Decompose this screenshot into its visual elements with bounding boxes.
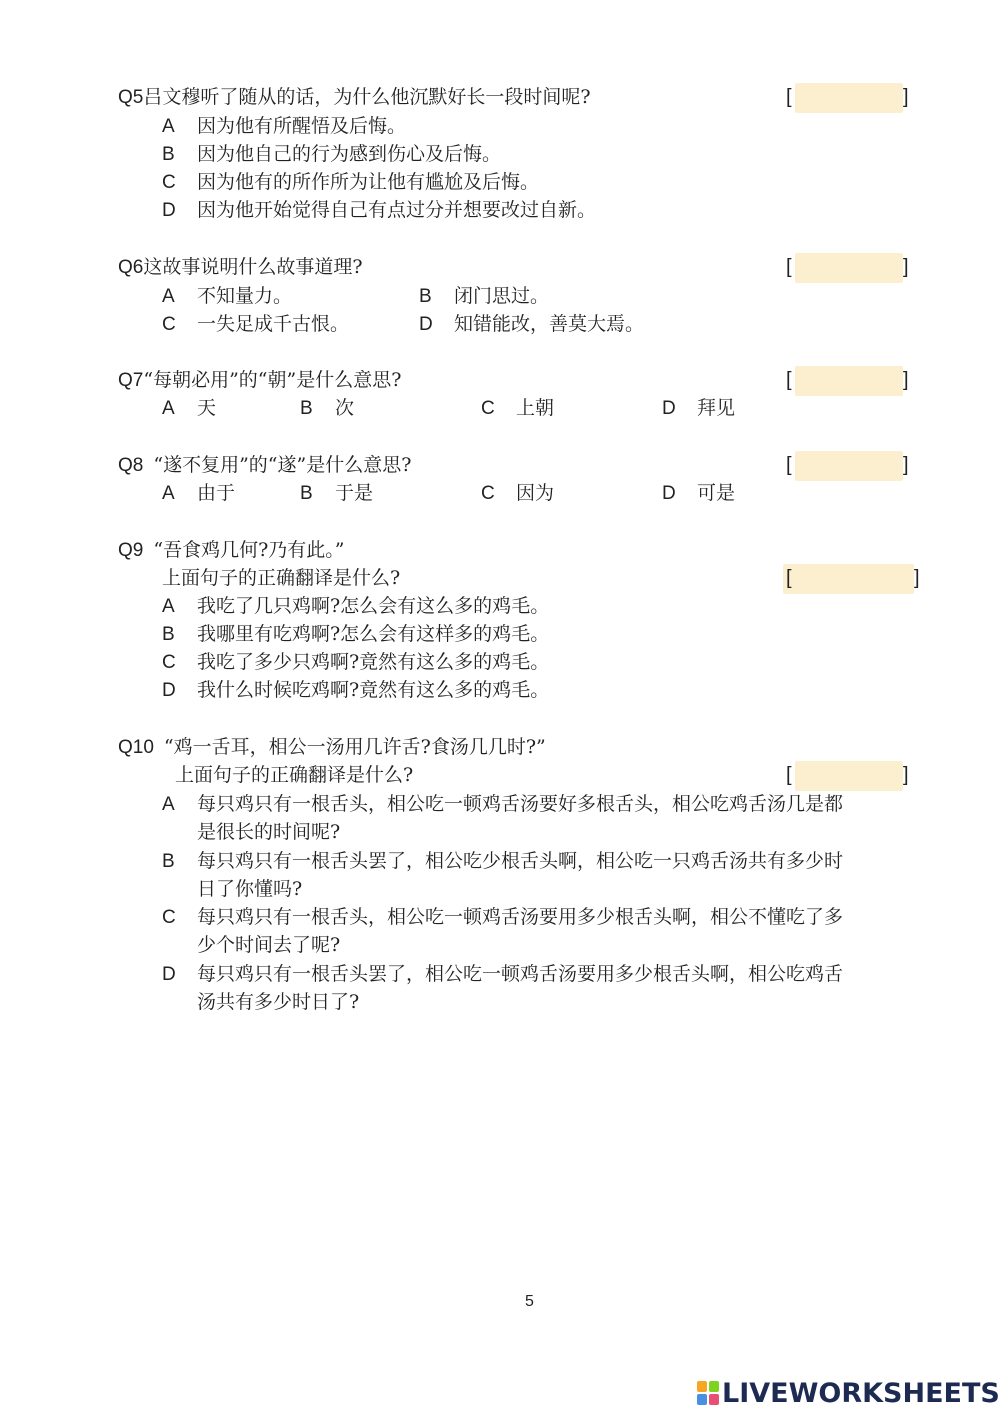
question-number: Q5 (118, 87, 144, 108)
liveworksheets-logo-icon (697, 1381, 719, 1405)
bracket-open: [ (786, 764, 792, 786)
option-d: D 拜见 (662, 397, 736, 419)
question-number: Q8 (118, 455, 144, 476)
question-text: “遂不复用”的“遂”是什么意思? (153, 454, 412, 476)
option-a: A 因为他有所醒悟及后悔。 (162, 115, 407, 137)
bracket-open: [ (786, 454, 792, 476)
option-d: D 因为他开始觉得自己有点过分并想要改过自新。 (162, 199, 597, 221)
question-text: “每朝必用”的“朝”是什么意思? (143, 369, 402, 391)
option-a: A 每只鸡只有一根舌头，相公吃一顿鸡舌汤要好多根舌头，相公吃鸡舌汤几是都 (162, 793, 844, 815)
option-b-continuation: 日了你懂吗? (197, 878, 303, 900)
option-d-continuation: 汤共有多少时日了? (197, 991, 360, 1013)
question-text: 吕文穆听了随从的话，为什么他沉默好长一段时间呢? (143, 86, 591, 108)
question-subtext: 上面句子的正确翻译是什么? (162, 567, 401, 589)
option-a-continuation: 是很长的时间呢? (197, 821, 341, 843)
bracket-open: [ (786, 369, 792, 391)
bracket-open: [ (786, 86, 792, 108)
option-b: B 我哪里有吃鸡啊?怎么会有这样多的鸡毛。 (162, 623, 550, 645)
question-text: 这故事说明什么故事道理? (143, 256, 363, 278)
bracket-close: ] (903, 454, 909, 476)
question-q7 (118, 371, 401, 390)
option-a: A 天 (162, 397, 217, 419)
question-number: Q6 (118, 257, 144, 278)
question-number: Q9 (118, 540, 144, 561)
bracket-open: [ (786, 567, 792, 589)
question-q8 (118, 456, 411, 475)
option-c: C 每只鸡只有一根舌头，相公吃一顿鸡舌汤要用多少根舌头啊，相公不懂吃了多 (162, 906, 844, 928)
option-c: C 上朝 (481, 397, 555, 419)
option-d: D 每只鸡只有一根舌头罢了，相公吃一顿鸡舌汤要用多少根舌头啊，相公吃鸡舌 (162, 963, 844, 985)
logo-text: LIVEWORKSHEETS (722, 1377, 1000, 1409)
option-d: D 可是 (662, 482, 736, 504)
bracket-close: ] (903, 764, 909, 786)
bracket-close: ] (903, 86, 909, 108)
answer-box-q8[interactable] (795, 451, 903, 481)
option-b: B 每只鸡只有一根舌头罢了，相公吃少根舌头啊，相公吃一只鸡舌汤共有多少时 (162, 850, 844, 872)
option-a: A 由于 (162, 482, 236, 504)
option-c: C 因为他有的所作所为让他有尴尬及后悔。 (162, 171, 540, 193)
bracket-close: ] (903, 369, 909, 391)
option-d: D 知错能改，善莫大焉。 (419, 313, 645, 335)
option-b: B 因为他自己的行为感到伤心及后悔。 (162, 143, 502, 165)
bracket-close: ] (914, 567, 920, 589)
option-c-continuation: 少个时间去了呢? (197, 934, 341, 956)
option-a: A 我吃了几只鸡啊?怎么会有这么多的鸡毛。 (162, 595, 550, 617)
bracket-close: ] (903, 256, 909, 278)
question-subtext: 上面句子的正确翻译是什么? (175, 764, 414, 786)
bracket-open: [ (786, 256, 792, 278)
page-number: 5 (525, 1293, 534, 1310)
question-number: Q7 (118, 370, 144, 391)
question-q6 (118, 258, 363, 277)
option-b: B 次 (300, 397, 355, 419)
option-c: C 我吃了多少只鸡啊?竟然有这么多的鸡毛。 (162, 651, 550, 673)
option-d: D 我什么时候吃鸡啊?竟然有这么多的鸡毛。 (162, 679, 550, 701)
option-c: C 一失足成千古恨。 (162, 313, 350, 335)
option-b: B 于是 (300, 482, 374, 504)
question-q9 (118, 541, 344, 560)
answer-box-q7[interactable] (795, 366, 903, 396)
answer-box-q5[interactable] (795, 83, 903, 113)
question-q5 (118, 88, 591, 107)
answer-box-q10[interactable] (795, 761, 903, 791)
answer-box-q9[interactable] (783, 564, 914, 594)
option-b: B 闭门思过。 (419, 285, 550, 307)
option-c: C 因为 (481, 482, 555, 504)
question-q10 (118, 738, 546, 757)
question-number: Q10 (118, 737, 154, 758)
option-a: A 不知量力。 (162, 285, 293, 307)
question-text: “吾食鸡几何?乃有此。” (153, 539, 345, 561)
liveworksheets-logo (697, 1378, 1000, 1408)
answer-box-q6[interactable] (795, 253, 903, 283)
question-text: “鸡一舌耳，相公一汤用几许舌?食汤几几时?” (163, 736, 546, 758)
